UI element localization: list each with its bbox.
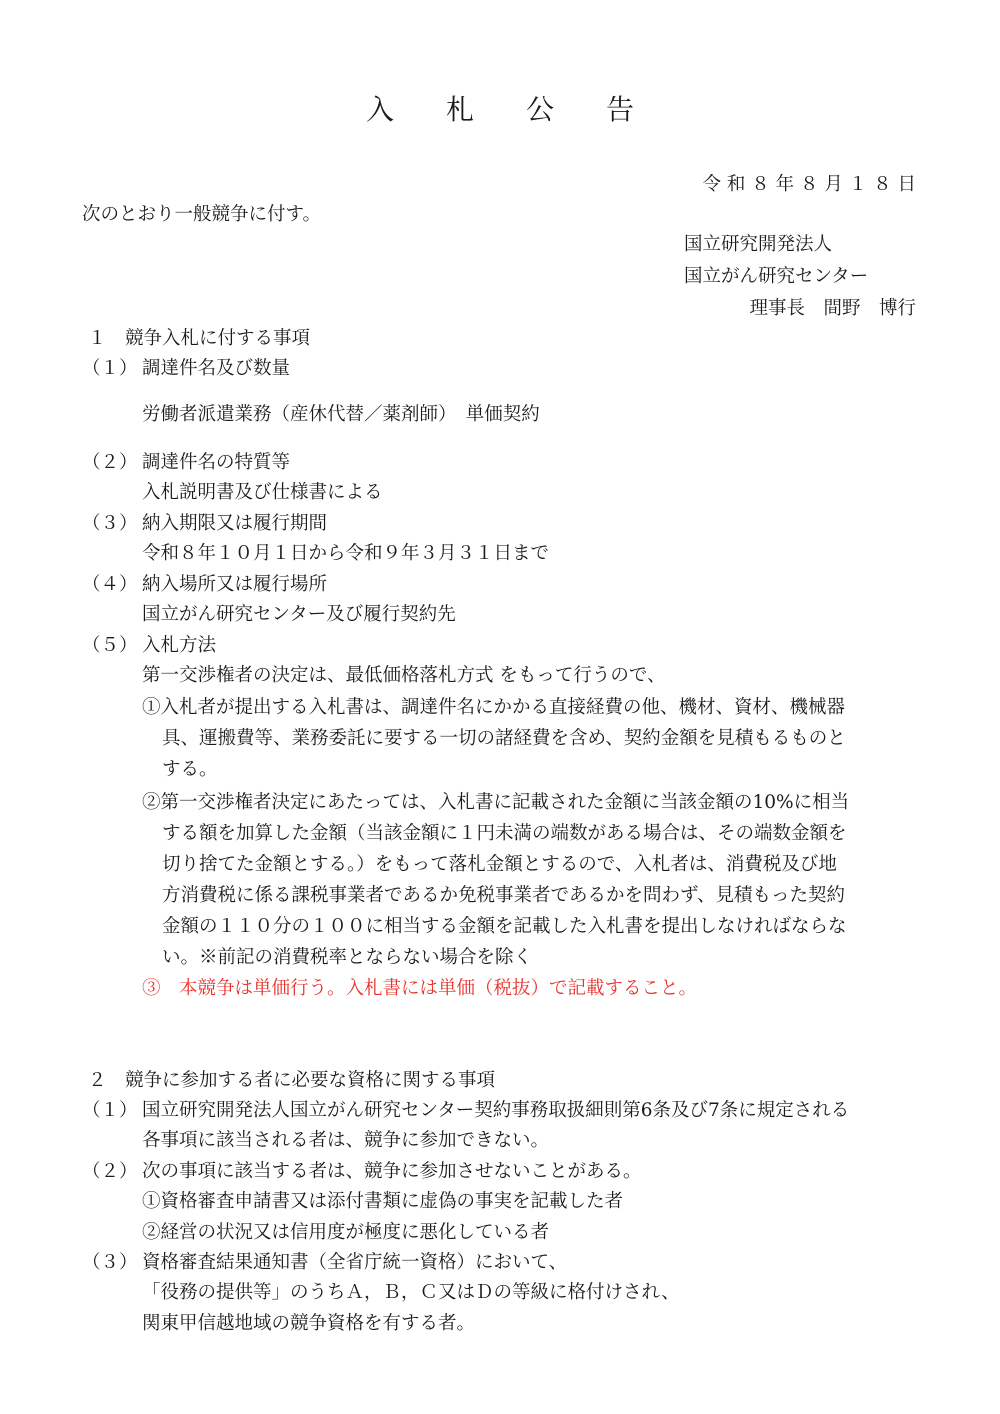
item-body: 入札説明書及び仕様書による — [142, 482, 383, 503]
section2-heading: ２ 競争に参加する者に必要な資格に関する事項 — [88, 1070, 496, 1091]
issuer-org1: 国立研究開発法人 — [684, 234, 833, 255]
item-line: 各事項に該当される者は、競争に参加できない。 — [142, 1130, 550, 1151]
item-number: （２） — [82, 452, 138, 473]
section1-heading: １ 競争入札に付する事項 — [88, 328, 311, 349]
item-number: （２） — [82, 1161, 138, 1182]
highlight-note: ③ 本競争は単価行う。入札書には単価（税抜）で記載すること。 — [142, 978, 698, 999]
item-number: （３） — [82, 513, 138, 534]
item-line: 資格審査結果通知書（全省庁統一資格）において、 — [142, 1252, 568, 1273]
title-char: 入 — [365, 93, 394, 126]
item-number: （１） — [82, 358, 138, 379]
subitem-line: ②第一交渉権者決定にあたっては、入札書に記載された金額に当該金額の10%に相当 — [142, 792, 850, 813]
subitem-line: 具、運搬費等、業務委託に要する一切の諸経費を含め、契約金額を見積もるものと — [162, 728, 846, 749]
item-body: 令和８年１０月１日から令和９年３月３１日まで — [142, 543, 550, 564]
subitem-line: する。 — [162, 759, 218, 780]
item-label: 調達件名の特質等 — [142, 452, 291, 473]
item-line: 関東甲信越地域の競争資格を有する者。 — [142, 1313, 476, 1334]
item-body: 労働者派遣業務（産休代替／薬剤師） 単価契約 — [142, 404, 540, 425]
issuer-org2: 国立がん研究センター — [684, 266, 869, 287]
item-line: 次の事項に該当する者は、競争に参加させないことがある。 — [142, 1161, 642, 1182]
subitem-line: 方消費税に係る課税事業者であるか免税事業者であるかを問わず、見積もった契約 — [162, 885, 846, 906]
subitem-line: ①入札者が提出する入札書は、調達件名にかかる直接経費の他、機材、資材、機械器 — [142, 697, 846, 718]
title-char: 札 — [445, 93, 474, 126]
item-line: 国立研究開発法人国立がん研究センター契約事務取扱細則第6条及び7条に規定される — [142, 1100, 850, 1121]
item-line: ②経営の状況又は信用度が極度に悪化している者 — [142, 1222, 550, 1243]
title-char: 公 — [526, 93, 555, 126]
issuer-person: 理事長 間野 博行 — [749, 298, 916, 319]
subitem-line: い。※前記の消費税率とならない場合を除く — [162, 947, 533, 968]
document-title — [0, 88, 1000, 128]
item-body: 第一交渉権者の決定は、最低価格落札方式 をもって行うので、 — [142, 665, 666, 686]
item-number: （５） — [82, 635, 138, 656]
item-label: 調達件名及び数量 — [142, 358, 291, 379]
subitem-line: する額を加算した金額（当該金額に１円未満の端数がある場合は、その端数金額を — [162, 823, 847, 844]
item-number: （１） — [82, 1100, 138, 1121]
item-body: 国立がん研究センター及び履行契約先 — [142, 604, 456, 625]
item-label: 納入場所又は履行場所 — [142, 574, 328, 595]
item-number: （４） — [82, 574, 138, 595]
item-label: 納入期限又は履行期間 — [142, 513, 328, 534]
title-char: 告 — [606, 93, 635, 126]
item-line: ①資格審査申請書又は添付書類に虚偽の事実を記載した者 — [142, 1191, 624, 1212]
item-number: （３） — [82, 1252, 138, 1273]
item-label: 入札方法 — [142, 635, 217, 656]
issue-date: 令 和 ８ 年 ８ 月 １ ８ 日 — [702, 174, 916, 195]
subitem-line: 金額の１１０分の１００に相当する金額を記載した入札書を提出しなければならな — [162, 916, 847, 937]
intro-text: 次のとおり一般競争に付す。 — [82, 204, 322, 225]
subitem-line: 切り捨てた金額とする。）をもって落札金額とするので、入札者は、消費税及び地 — [162, 854, 837, 875]
item-line: 「役務の提供等」のうちＡ，Ｂ，Ｃ又はＤの等級に格付けされ、 — [142, 1282, 680, 1303]
